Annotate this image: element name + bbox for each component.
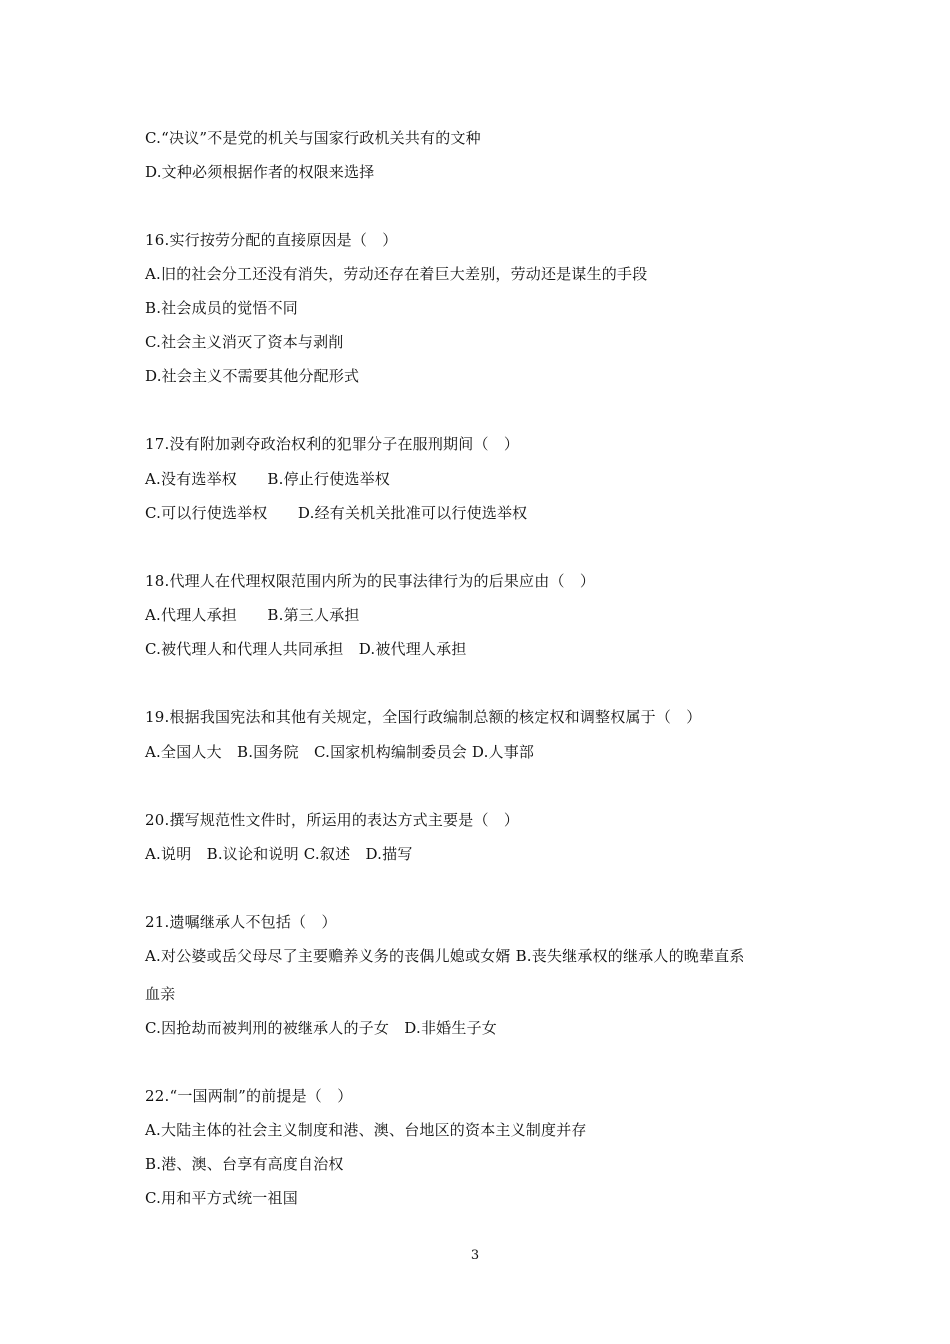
option-22-c: C.用和平方式统一祖国	[145, 1189, 298, 1207]
options-20: A.说明 B.议论和说明 C.叙述 D.描写	[145, 845, 413, 863]
options-17-ab: A.没有选举权 B.停止行使选举权	[145, 470, 390, 488]
question-17: 17.没有附加剥夺政治权利的犯罪分子在服刑期间（ ）	[145, 435, 520, 453]
option-16-b: B.社会成员的觉悟不同	[145, 299, 298, 317]
question-22: 22.“一国两制”的前提是（ ）	[145, 1087, 353, 1105]
option-15-d: D.文种必须根据作者的权限来选择	[145, 163, 375, 181]
page-number: 3	[470, 1248, 480, 1263]
options-21-ab: A.对公婆或岳父母尽了主要赡养义务的丧偶儿媳或女婿 B.丧失继承权的继承人的晚辈直系	[145, 947, 745, 965]
option-16-a: A.旧的社会分工还没有消失，劳动还存在着巨大差别，劳动还是谋生的手段	[145, 265, 648, 283]
options-18-ab: A.代理人承担 B.第三人承担	[145, 606, 360, 624]
options-18-cd: C.被代理人和代理人共同承担 D.被代理人承担	[145, 640, 467, 658]
options-19: A.全国人大 B.国务院 C.国家机构编制委员会 D.人事部	[145, 743, 535, 761]
question-19: 19.根据我国宪法和其他有关规定，全国行政编制总额的核定权和调整权属于（ ）	[145, 708, 702, 726]
question-20: 20.撰写规范性文件时，所运用的表达方式主要是（ ）	[145, 811, 520, 829]
option-16-c: C.社会主义消灭了资本与剥削	[145, 333, 344, 351]
question-16: 16.实行按劳分配的直接原因是（ ）	[145, 231, 398, 249]
options-21-cd: C.因抢劫而被判刑的被继承人的子女 D.非婚生子女	[145, 1019, 497, 1037]
option-16-d: D.社会主义不需要其他分配形式	[145, 367, 360, 385]
question-21: 21.遗嘱继承人不包括（ ）	[145, 913, 337, 931]
option-15-c: C.“决议”不是党的机关与国家行政机关共有的文种	[145, 129, 481, 147]
options-17-cd: C.可以行使选举权 D.经有关机关批准可以行使选举权	[145, 504, 528, 522]
option-22-a: A.大陆主体的社会主义制度和港、澳、台地区的资本主义制度并存	[145, 1121, 587, 1139]
question-18: 18.代理人在代理权限范围内所为的民事法律行为的后果应由（ ）	[145, 572, 596, 590]
options-21-ab-continued: 血亲	[145, 985, 176, 1003]
option-22-b: B.港、澳、台享有高度自治权	[145, 1155, 344, 1173]
